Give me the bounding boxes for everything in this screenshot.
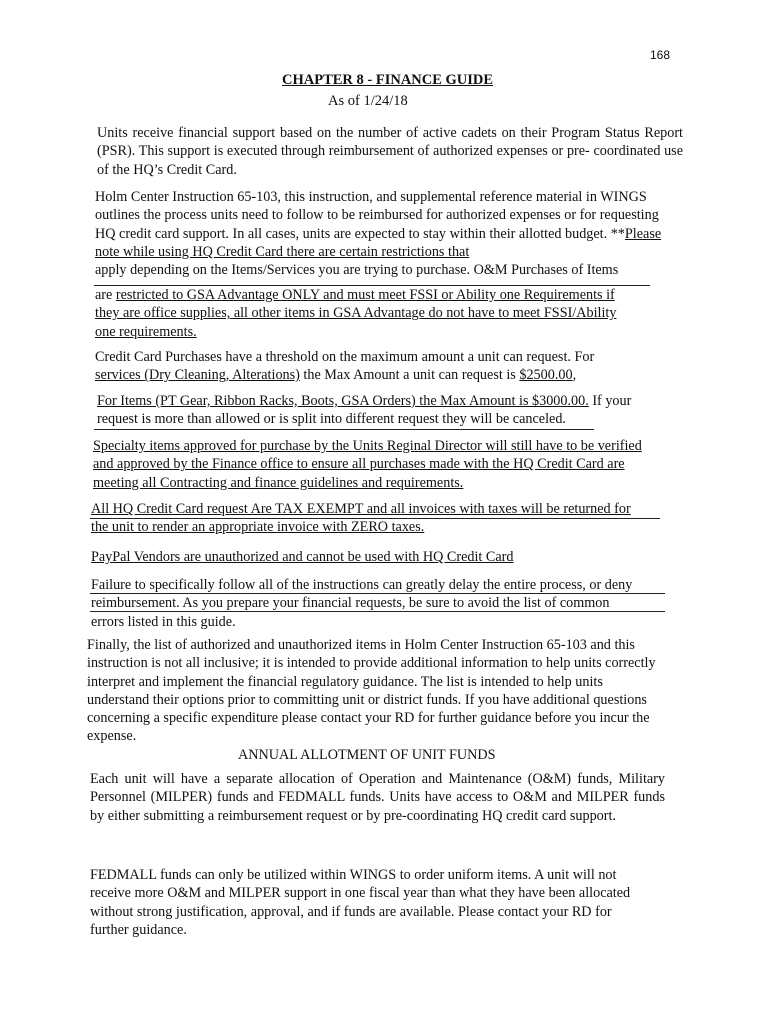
gsa-text-3: they — [95, 305, 123, 322]
instruction-paragraph — [95, 188, 675, 279]
threshold-text: Credit Card Purchases have a threshold on the maximum amount a unit can request. For — [95, 349, 595, 365]
failure-paragraph — [91, 576, 681, 631]
gsa-text-1: are — [95, 287, 116, 303]
specialty-text-1: Specialty items approved for purchase by the Units Reginal Director will still have to be verified — [93, 438, 642, 454]
section-heading: ANNUAL ALLOTMENT OF UNIT FUNDS — [238, 747, 496, 763]
instruction-text: Holm Center Instruction 65-103, this instruction, and supplemental reference material in WINGS outlines the process units need to follow to be reimbursed for authorized expenses or for requesting HQ credit card support. In all cases, units are expected to stay within their allotted budget. ** — [95, 189, 659, 242]
restriction-note: Please note while using HQ Credit Card there are certain restrictions that — [95, 225, 662, 260]
page-number: 168 — [650, 48, 671, 62]
restriction-note-cont: apply depending on the Items/Services you are trying to purchase. O&M Purchases of Items — [95, 262, 619, 279]
tax-text-1: All HQ Credit Card request Are TAX EXEMPT and all invoices with taxes will be returned for — [91, 501, 631, 517]
page-title: CHAPTER 8 - FINANCE GUIDE — [282, 72, 494, 88]
specialty-items-paragraph — [93, 437, 683, 492]
comma: , — [572, 367, 577, 384]
paypal-text: PayPal Vendors are unauthorized and cannot be used with HQ Credit Card — [91, 549, 514, 565]
gsa-text-2: restricted to GSA Advantage ONLY and must meet FSSI or Ability one Requirements if — [115, 287, 615, 303]
gsa-text-6: requirements. — [119, 323, 197, 340]
divider-line — [90, 611, 665, 612]
max-text: the Max Amount a unit can request is — [299, 367, 520, 384]
split-request-text: request is more than allowed or is split into different request they will be canceled. — [97, 411, 566, 428]
fedmall-paragraph: FEDMALL funds can only be utilized within WINGS to order uniform items. A unit will not receive more O&M and MILPER support in one fiscal year than what they have been allocated without strong justification, approval, and if funds are available. Please contact your RD for further guidance. — [90, 867, 631, 938]
paypal-paragraph — [91, 548, 671, 566]
divider-line — [90, 593, 665, 594]
services-max-amount: $2500.00 — [519, 367, 573, 384]
gsa-text-4: are office supplies, all other items in GSA Advantage do not have to meet FSSI/Ability — [122, 305, 617, 322]
finally-paragraph: Finally, the list of authorized and unauthorized items in Holm Center Instruction 65-103 and this instruction is not all inclusive; it is intended to provide additional information to help units correctly interpret and implement the financial regulatory guidance. The list is intended to help units understand their options prior to committing unit or district funds. If you have additional questions concerning a specific expenditure please contact your RD for further guidance before you incur the expense. — [87, 637, 656, 745]
items-if-text: If your — [588, 393, 632, 409]
intro-paragraph: Units receive financial support based on the number of active cadets on their Program Status Report (PSR). This support is executed through reimbursement of authorized expenses or pre- coordinated use of the HQ’s Credit Card. — [97, 125, 683, 178]
items-paragraph — [97, 392, 677, 429]
specialty-text-2: and approved by the Finance office to ensure all purchases made with the HQ Credit Card are — [93, 456, 625, 473]
divider-line — [90, 518, 660, 519]
divider-line — [94, 429, 594, 430]
as-of-date: As of 1/24/18 — [328, 93, 408, 109]
failure-text-2: reimbursement. As you prepare your financial requests, be sure to avoid the list of common — [91, 595, 610, 612]
items-max-text: For Items (PT Gear, Ribbon Racks, Boots, GSA Orders) the Max Amount is $3000.00. — [97, 393, 589, 409]
gsa-restriction-paragraph — [95, 286, 675, 341]
gsa-text-5: one — [95, 323, 120, 340]
services-text: services (Dry Cleaning, Alterations) — [95, 367, 300, 384]
threshold-paragraph — [95, 348, 675, 385]
tax-text-2: the unit to render an appropriate invoice with ZERO taxes. — [91, 519, 425, 536]
failure-text-3: errors listed in this guide. — [91, 613, 236, 630]
specialty-text-3: meeting all Contracting and finance guidelines and requirements. — [93, 474, 464, 491]
failure-text-1: Failure to specifically follow all of the instructions can greatly delay the entire process, or deny — [91, 577, 633, 593]
allotment-paragraph: Each unit will have a separate allocation of Operation and Maintenance (O&M) funds, Military Personnel (MILPER) funds and FEDMALL funds. Units have access to O&M and MILPER funds by either submitting a reimbursement request or by pre-coordinating HQ credit card support. — [90, 771, 665, 824]
